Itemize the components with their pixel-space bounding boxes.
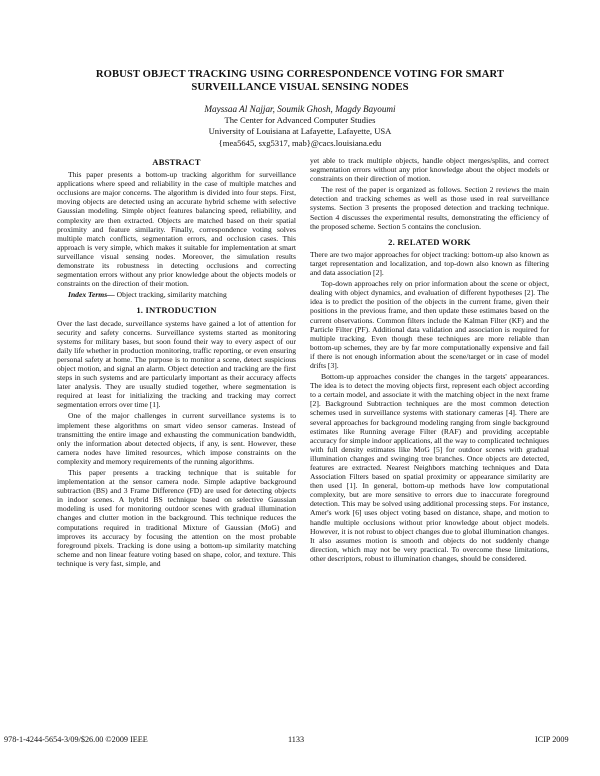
related-paragraph-3: Bottom-up approaches consider the changes in the targets' appearances. The idea is to detect the moving objects first, represent each object according to a certain model, and associate it with the matching object in the next frame [2]. Background Subtraction techniques are the most common detection schemes used in surveillance systems with stationary cameras [4]. There are several approaches for background modeling ranging from single background estimates like Running average Filter (RAF) and providing acceptable accuracy for simple indoor applications, all the way to complicated techniques with full density estimates like MoG [5] for outdoor scenes with gradual illumination changes and swinging tree branches. Once objects are detected, features are extracted. Nearest Neighbors matching techniques and Data Association Filters based on spatial proximity or appearance similarity are then used [1]. In general, bottom-up methods have low computational complexity, but are more sensitive to errors due to inaccurate foreground detection. This may be solved using additional processing steps. For instance, Amer's work [6] uses object voting based on distance, shape, and motion to handle multiple occlusions without prior knowledge about object models. However, it is not robust to object changes due to global illumination changes. It also assumes motion is smooth and objects do not suddenly change direction, which may not be very practical. To overcome these limitations, other descriptors, robust to illumination changes, should be considered. (310, 372, 549, 563)
intro-paragraph-4: The rest of the paper is organized as follows. Section 2 reviews the main detection and tracking schemes as well as those used in real surveillance systems. Section 3 presents the proposed detection and tracking technique. Section 4 discusses the experimental results, demonstrating the efficiency of the proposed scheme. Section 5 contains the conclusion. (310, 185, 549, 231)
affiliation-block (100, 115, 500, 149)
related-paragraph-1: There are two major approaches for object tracking: bottom-up also known as target representation and localization, and top-down also known as filtering and data association [2]. (310, 249, 549, 278)
intro-paragraph-1: Over the last decade, surveillance systems have gained a lot of attention for security and safety concerns. Surveillance systems started as monitoring systems for military bases, but soon found their way to every aspect of our daily life whether in production monitoring, traffic reporting, or even ensuring personal safety at home. The purpose is to monitor a scene, detect suspicious object motion, and signal an alarm. Object detection and tracking are the first steps in such systems and are particularly important as their accuracy affects later analysis. They are usually studied together, where segmentation is required at least for initializing the tracking and tracking may correct segmentation errors over time [1]. (57, 318, 296, 410)
related-work-heading: 2. RELATED WORK (388, 236, 471, 247)
affiliation-university: University of Louisiana at Lafayette, Lafayette, USA (208, 126, 392, 137)
intro-paragraph-3-cont: yet able to track multiple objects, handle object merges/splits, and correct segmentation errors without any prior knowledge about the object models or constraints on their direction of motion. (310, 156, 549, 184)
introduction-heading: 1. INTRODUCTION (136, 305, 217, 316)
footer-conference: ICIP 2009 (535, 735, 569, 744)
intro-paragraph-2: One of the major challenges in current surveillance systems is to implement these algorithms on smart video sensor cameras. Instead of transmitting the entire image and exhausting the communication bandwidth, only the information about detected objects, if any, is sent. However, these camera nodes have limited resources, which impose constraints on the complexity and memory requirements of the running algorithms. (57, 411, 296, 466)
abstract-heading: ABSTRACT (152, 157, 201, 167)
author-list: Mayssaa Al Najjar, Soumik Ghosh, Magdy Bayoumi (204, 104, 396, 114)
intro-paragraph-3: This paper presents a tracking technique that is suitable for implementation at the sensor camera node. Simple adaptive background subtraction (BS) and 3 Frame Difference (FD) are used for detecting objects in indoor scenes. A hybrid BS technique based on selective Gaussian modeling is used for monitoring outdoor scenes with gradual illumination changes and clutter motion in the background. This technique reduces the computations required in traditional Mixture of Gaussian (MoG) and improves its accuracy by focusing the attention on the most probable foreground pixels. Tracking is done using a bottom-up similarity matching scheme and non linear feature voting based on shape, color, and texture. This technique is very fast, simple, and (57, 468, 296, 568)
left-column (57, 156, 296, 570)
index-terms-text: Object tracking, similarity matching (116, 290, 227, 300)
affiliation-emails: {mea5645, sxg5317, mab}@cacs.louisiana.edu (218, 137, 382, 148)
right-column (310, 156, 549, 565)
paper-title: ROBUST OBJECT TRACKING USING CORRESPONDENCE VOTING FOR SMART SURVEILLANCE VISUAL SENSING NODES (95, 69, 505, 93)
footer-copyright: 978-1-4244-5654-3/09/$26.00 ©2009 IEEE (4, 735, 148, 744)
footer-page-number: 1133 (288, 735, 305, 744)
affiliation-center: The Center for Advanced Computer Studies (224, 115, 376, 125)
abstract-text: This paper presents a bottom-up tracking algorithm for surveillance applications where speed and reliability in the case of multiple matches and occlusions are major concerns. The algorithm is divided into four steps. First, moving objects are detected using an accurate hybrid scheme with selective Gaussian modeling. Simple object features balancing speed, reliability, and complexity are then extracted. Objects are matched based on their spatial proximity and feature similarity. Finally, correspondence voting solves multiple match conflicts, segmentation errors, and occlusion cases. This approach is very simple, which makes it suitable for implementation at smart surveillance visual sensing nodes. Moreover, the simulation results demonstrate its robustness in detecting occlusions and correcting segmentation errors without any prior knowledge about the objects models or constraints on the direction of their motion. (57, 170, 296, 289)
index-terms-label: Index Terms— (68, 290, 115, 300)
related-paragraph-2: Top-down approaches rely on prior information about the scene or object, dealing with object dynamics, and evaluation of different hypotheses [2]. The idea is to predict the position of the objects in the current frame, given their positions in the previous frame, and then update these estimates based on the current observations. Common filters include the Kalman Filter (KF) and the Particle Filter (PF). Additional data validation and association is required for multiple tracking. Even though these techniques are more reliable than bottom-up schemes, they are by far more computationally expensive and fail if there is not enough information about the scene/target or in case of model drifts [3]. (310, 279, 549, 370)
index-terms (57, 290, 296, 299)
